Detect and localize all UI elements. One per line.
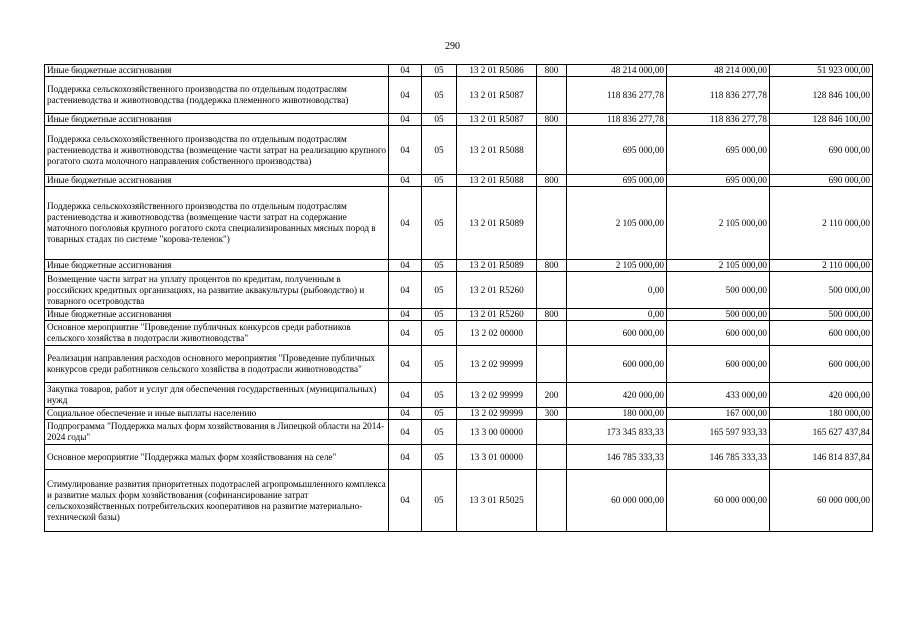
table-row bbox=[45, 260, 873, 272]
cell-amount-year-3: 420 000,00 bbox=[770, 383, 873, 408]
cell-section: 04 bbox=[389, 272, 422, 309]
table-row bbox=[45, 65, 873, 77]
cell-amount-year-2: 433 000,00 bbox=[667, 383, 770, 408]
cell-subsection: 05 bbox=[422, 420, 457, 445]
cell-subsection: 05 bbox=[422, 346, 457, 383]
cell-amount-year-1: 0,00 bbox=[567, 272, 667, 309]
cell-expense-type bbox=[537, 77, 567, 114]
cell-name: Поддержка сельскохозяйственного производства по отдельным подотраслям растениеводства и животноводства (возмещение части затрат на реализацию крупного рогатого скота молочного направления собственного производства) bbox=[45, 126, 389, 175]
cell-amount-year-3: 690 000,00 bbox=[770, 175, 873, 187]
cell-name: Реализация направления расходов основного мероприятия "Проведение публичных конкурсов среди работников сельского хозяйства в подотрасли животноводства" bbox=[45, 346, 389, 383]
cell-target-article: 13 2 01 R5086 bbox=[457, 65, 537, 77]
cell-name: Поддержка сельскохозяйственного производства по отдельным подотраслям растениеводства и животноводства (поддержка племенного животноводства) bbox=[45, 77, 389, 114]
cell-subsection: 05 bbox=[422, 470, 457, 532]
cell-target-article: 13 2 02 00000 bbox=[457, 321, 537, 346]
cell-amount-year-2: 500 000,00 bbox=[667, 309, 770, 321]
cell-expense-type: 800 bbox=[537, 114, 567, 126]
table-row bbox=[45, 408, 873, 420]
cell-section: 04 bbox=[389, 260, 422, 272]
cell-expense-type bbox=[537, 445, 567, 470]
cell-name: Стимулирование развития приоритетных подотраслей агропромышленного комплекса и развитие малых форм хозяйствования (софинансирование затрат сельскохозяйственных потребительских кооперативов на развитие материально-технической базы) bbox=[45, 470, 389, 532]
cell-name: Иные бюджетные ассигнования bbox=[45, 114, 389, 126]
cell-amount-year-3: 600 000,00 bbox=[770, 321, 873, 346]
cell-amount-year-1: 695 000,00 bbox=[567, 126, 667, 175]
table-row bbox=[45, 77, 873, 114]
cell-amount-year-1: 60 000 000,00 bbox=[567, 470, 667, 532]
cell-amount-year-3: 2 110 000,00 bbox=[770, 187, 873, 260]
cell-name: Иные бюджетные ассигнования bbox=[45, 309, 389, 321]
table-row bbox=[45, 114, 873, 126]
cell-subsection: 05 bbox=[422, 321, 457, 346]
cell-name: Возмещение части затрат на уплату процентов по кредитам, полученным в российских кредитных организациях, на развитие аквакультуры (рыбоводство) и товарного осетроводства bbox=[45, 272, 389, 309]
cell-expense-type bbox=[537, 470, 567, 532]
cell-amount-year-1: 180 000,00 bbox=[567, 408, 667, 420]
cell-target-article: 13 2 02 99999 bbox=[457, 346, 537, 383]
cell-subsection: 05 bbox=[422, 65, 457, 77]
cell-target-article: 13 3 01 R5025 bbox=[457, 470, 537, 532]
cell-name: Иные бюджетные ассигнования bbox=[45, 260, 389, 272]
cell-target-article: 13 2 02 99999 bbox=[457, 408, 537, 420]
table-row bbox=[45, 272, 873, 309]
cell-amount-year-2: 118 836 277,78 bbox=[667, 114, 770, 126]
cell-target-article: 13 2 01 R5088 bbox=[457, 175, 537, 187]
budget-table-body bbox=[45, 65, 873, 532]
cell-target-article: 13 2 01 R5260 bbox=[457, 272, 537, 309]
cell-section: 04 bbox=[389, 321, 422, 346]
table-row bbox=[45, 126, 873, 175]
cell-subsection: 05 bbox=[422, 272, 457, 309]
cell-amount-year-2: 146 785 333,33 bbox=[667, 445, 770, 470]
cell-section: 04 bbox=[389, 383, 422, 408]
cell-subsection: 05 bbox=[422, 126, 457, 175]
cell-name: Закупка товаров, работ и услуг для обеспечения государственных (муниципальных) нужд bbox=[45, 383, 389, 408]
cell-amount-year-1: 173 345 833,33 bbox=[567, 420, 667, 445]
cell-target-article: 13 3 01 00000 bbox=[457, 445, 537, 470]
cell-target-article: 13 2 01 R5087 bbox=[457, 114, 537, 126]
cell-amount-year-1: 146 785 333,33 bbox=[567, 445, 667, 470]
cell-section: 04 bbox=[389, 346, 422, 383]
cell-amount-year-3: 600 000,00 bbox=[770, 346, 873, 383]
cell-target-article: 13 3 00 00000 bbox=[457, 420, 537, 445]
cell-amount-year-1: 118 836 277,78 bbox=[567, 77, 667, 114]
cell-expense-type: 300 bbox=[537, 408, 567, 420]
cell-subsection: 05 bbox=[422, 309, 457, 321]
budget-table bbox=[44, 64, 873, 532]
cell-name: Социальное обеспечение и иные выплаты населению bbox=[45, 408, 389, 420]
table-row bbox=[45, 309, 873, 321]
cell-subsection: 05 bbox=[422, 408, 457, 420]
cell-expense-type: 800 bbox=[537, 175, 567, 187]
table-row bbox=[45, 470, 873, 532]
cell-expense-type bbox=[537, 126, 567, 175]
cell-expense-type bbox=[537, 321, 567, 346]
cell-amount-year-3: 180 000,00 bbox=[770, 408, 873, 420]
cell-amount-year-2: 48 214 000,00 bbox=[667, 65, 770, 77]
cell-section: 04 bbox=[389, 408, 422, 420]
cell-expense-type bbox=[537, 420, 567, 445]
table-row bbox=[45, 445, 873, 470]
cell-subsection: 05 bbox=[422, 175, 457, 187]
cell-amount-year-2: 600 000,00 bbox=[667, 321, 770, 346]
cell-amount-year-2: 118 836 277,78 bbox=[667, 77, 770, 114]
cell-section: 04 bbox=[389, 420, 422, 445]
cell-name: Основное мероприятие "Поддержка малых форм хозяйствования на селе" bbox=[45, 445, 389, 470]
cell-amount-year-2: 60 000 000,00 bbox=[667, 470, 770, 532]
cell-name: Поддержка сельскохозяйственного производства по отдельным подотраслям растениеводства и животноводства (возмещение части затрат на содержание маточного поголовья крупного рогатого скота специализированных мясных пород в товарных стадах по системе "корова-теленок") bbox=[45, 187, 389, 260]
cell-section: 04 bbox=[389, 126, 422, 175]
cell-amount-year-1: 600 000,00 bbox=[567, 321, 667, 346]
cell-section: 04 bbox=[389, 187, 422, 260]
cell-target-article: 13 2 01 R5089 bbox=[457, 187, 537, 260]
cell-section: 04 bbox=[389, 65, 422, 77]
cell-name: Основное мероприятие "Проведение публичных конкурсов среди работников сельского хозяйства в подотрасли животноводства" bbox=[45, 321, 389, 346]
cell-expense-type bbox=[537, 346, 567, 383]
table-row bbox=[45, 187, 873, 260]
cell-target-article: 13 2 02 99999 bbox=[457, 383, 537, 408]
cell-subsection: 05 bbox=[422, 187, 457, 260]
cell-amount-year-3: 128 846 100,00 bbox=[770, 77, 873, 114]
cell-amount-year-1: 2 105 000,00 bbox=[567, 187, 667, 260]
cell-section: 04 bbox=[389, 114, 422, 126]
cell-name: Иные бюджетные ассигнования bbox=[45, 175, 389, 187]
cell-amount-year-1: 118 836 277,78 bbox=[567, 114, 667, 126]
cell-target-article: 13 2 01 R5088 bbox=[457, 126, 537, 175]
cell-amount-year-2: 695 000,00 bbox=[667, 175, 770, 187]
cell-expense-type bbox=[537, 272, 567, 309]
cell-subsection: 05 bbox=[422, 383, 457, 408]
cell-amount-year-3: 146 814 837,84 bbox=[770, 445, 873, 470]
cell-amount-year-2: 500 000,00 bbox=[667, 272, 770, 309]
cell-amount-year-3: 2 110 000,00 bbox=[770, 260, 873, 272]
cell-section: 04 bbox=[389, 77, 422, 114]
cell-amount-year-1: 48 214 000,00 bbox=[567, 65, 667, 77]
cell-subsection: 05 bbox=[422, 260, 457, 272]
cell-amount-year-2: 2 105 000,00 bbox=[667, 260, 770, 272]
cell-subsection: 05 bbox=[422, 445, 457, 470]
cell-subsection: 05 bbox=[422, 77, 457, 114]
cell-name: Подпрограмма "Поддержка малых форм хозяйствования в Липецкой области на 2014-2024 годы" bbox=[45, 420, 389, 445]
cell-name: Иные бюджетные ассигнования bbox=[45, 65, 389, 77]
cell-amount-year-3: 500 000,00 bbox=[770, 272, 873, 309]
cell-amount-year-3: 500 000,00 bbox=[770, 309, 873, 321]
cell-expense-type: 800 bbox=[537, 309, 567, 321]
cell-amount-year-2: 600 000,00 bbox=[667, 346, 770, 383]
cell-section: 04 bbox=[389, 445, 422, 470]
cell-target-article: 13 2 01 R5260 bbox=[457, 309, 537, 321]
cell-amount-year-1: 420 000,00 bbox=[567, 383, 667, 408]
cell-target-article: 13 2 01 R5089 bbox=[457, 260, 537, 272]
table-row bbox=[45, 321, 873, 346]
cell-amount-year-1: 0,00 bbox=[567, 309, 667, 321]
cell-section: 04 bbox=[389, 175, 422, 187]
table-row bbox=[45, 420, 873, 445]
cell-section: 04 bbox=[389, 309, 422, 321]
cell-section: 04 bbox=[389, 470, 422, 532]
cell-amount-year-3: 60 000 000,00 bbox=[770, 470, 873, 532]
cell-amount-year-3: 128 846 100,00 bbox=[770, 114, 873, 126]
cell-amount-year-2: 165 597 933,33 bbox=[667, 420, 770, 445]
page-number: 290 bbox=[445, 41, 460, 52]
cell-amount-year-3: 690 000,00 bbox=[770, 126, 873, 175]
cell-amount-year-2: 695 000,00 bbox=[667, 126, 770, 175]
cell-expense-type bbox=[537, 187, 567, 260]
cell-expense-type: 200 bbox=[537, 383, 567, 408]
cell-amount-year-1: 695 000,00 bbox=[567, 175, 667, 187]
table-row bbox=[45, 383, 873, 408]
cell-amount-year-3: 51 923 000,00 bbox=[770, 65, 873, 77]
cell-target-article: 13 2 01 R5087 bbox=[457, 77, 537, 114]
cell-expense-type: 800 bbox=[537, 65, 567, 77]
table-row bbox=[45, 346, 873, 383]
cell-expense-type: 800 bbox=[537, 260, 567, 272]
cell-amount-year-3: 165 627 437,84 bbox=[770, 420, 873, 445]
cell-amount-year-2: 2 105 000,00 bbox=[667, 187, 770, 260]
table-row bbox=[45, 175, 873, 187]
cell-amount-year-2: 167 000,00 bbox=[667, 408, 770, 420]
cell-amount-year-1: 600 000,00 bbox=[567, 346, 667, 383]
cell-subsection: 05 bbox=[422, 114, 457, 126]
cell-amount-year-1: 2 105 000,00 bbox=[567, 260, 667, 272]
